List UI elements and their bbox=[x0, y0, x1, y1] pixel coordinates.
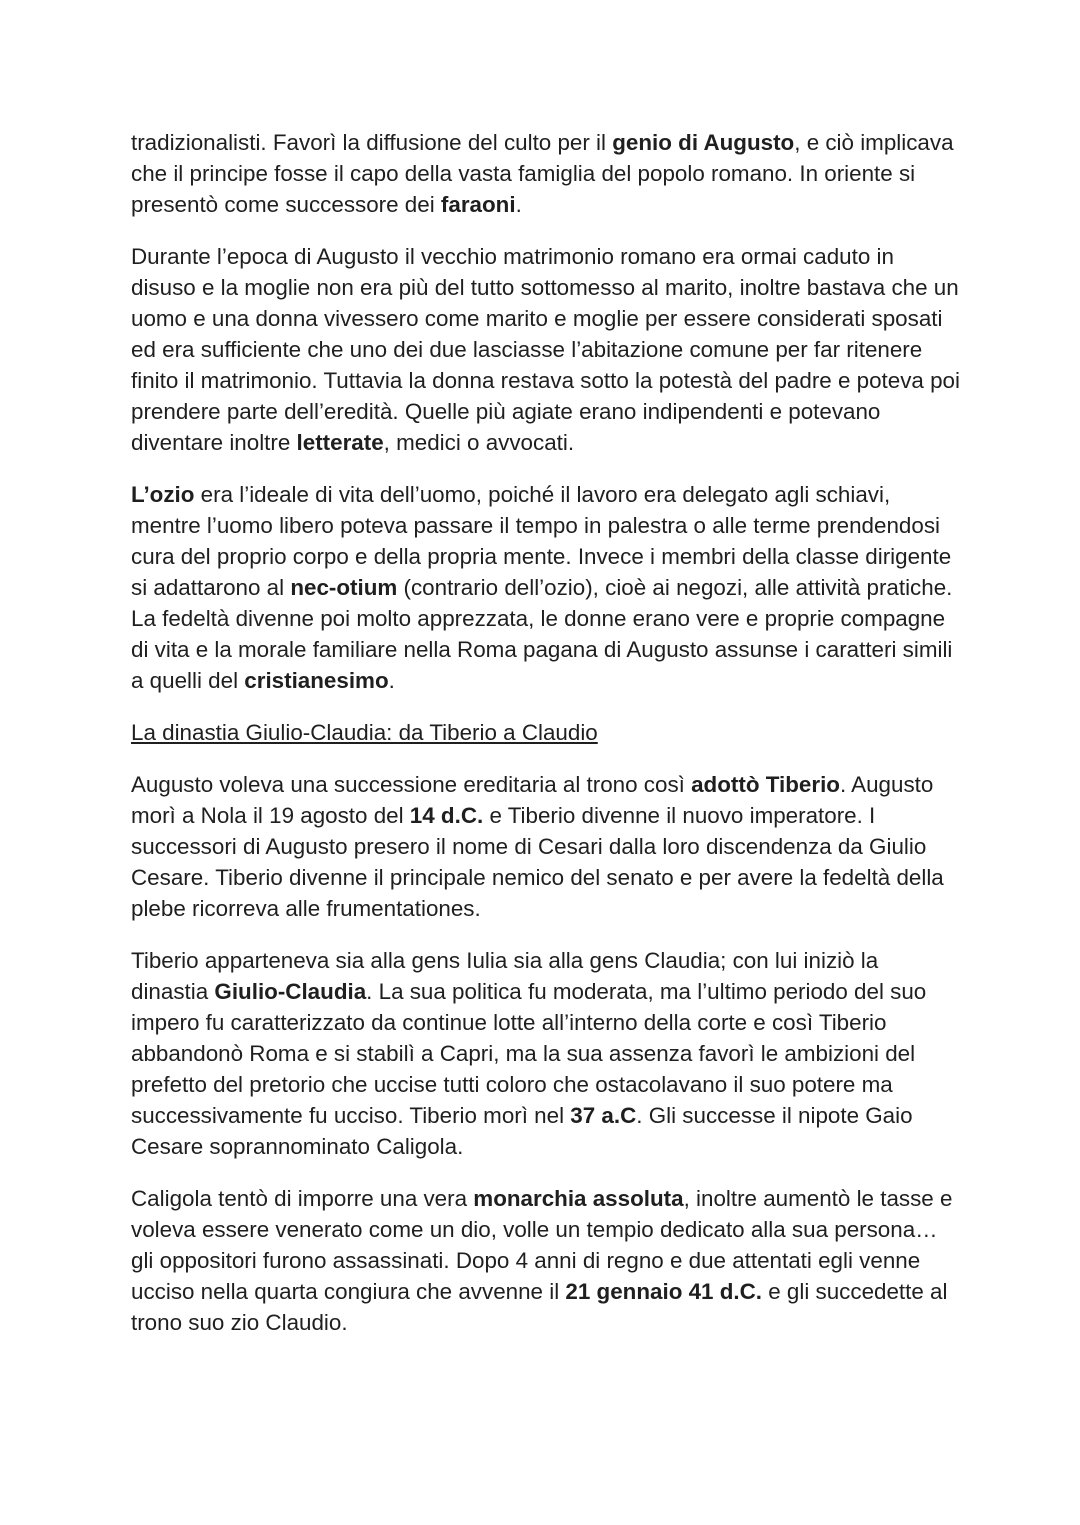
text-run: tradizionalisti. Favorì la diffusione del culto per il bbox=[131, 130, 613, 155]
bold-text: letterate bbox=[296, 430, 384, 455]
text-run: , e ciò implicava che il principe fosse il capo della vasta famiglia del popolo romano. In oriente si presentò come successore dei bbox=[131, 130, 954, 217]
text-run: . Gli successe il nipote Gaio Cesare soprannominato Caligola. bbox=[131, 1103, 913, 1159]
bold-text: L’ozio bbox=[131, 482, 195, 507]
paragraph-matrimonio bbox=[131, 241, 961, 458]
text-run: . bbox=[515, 192, 522, 217]
bold-text: faraoni bbox=[440, 192, 516, 217]
text-run: era l’ideale di vita dell’uomo, poiché il lavoro era delegato agli schiavi, mentre l’uomo libero poteva passare il tempo in palestra o alle terme prendendosi cura del proprio corpo e della propria mente. Invece i membri della classe dirigente si adattarono al bbox=[131, 482, 952, 600]
bold-text: monarchia assoluta bbox=[473, 1186, 684, 1211]
text-run: , inoltre aumentò le tasse e voleva essere venerato come un dio, volle un tempio dedicato alla sua persona… gli oppositori furono assassinati. Dopo 4 anni di regno e due attentati egli venne ucciso nella quarta congiura che avvenne il bbox=[131, 1186, 953, 1304]
text-run: . La sua politica fu moderata, ma l’ultimo periodo del suo impero fu caratterizzato da continue lotte all’interno della corte e così Tiberio abbandonò Roma e si stabilì a Capri, ma la sua assenza favorì le ambizioni del prefetto del pretorio che uccise tutti coloro che ostacolavano il suo potere ma successivamente fu ucciso. Tiberio morì nel bbox=[131, 979, 927, 1128]
bold-text: cristianesimo bbox=[244, 668, 389, 693]
text-run: La dinastia Giulio-Claudia: da Tiberio a Claudio bbox=[131, 720, 598, 745]
text-run: e gli succedette al trono suo zio Claudio. bbox=[131, 1279, 948, 1335]
bold-text: Giulio-Claudia bbox=[214, 979, 367, 1004]
paragraph-successione-tiberio bbox=[131, 769, 961, 924]
bold-text: adottò Tiberio bbox=[691, 772, 840, 797]
text-run: (contrario dell’ozio), cioè ai negozi, alle attività pratiche. La fedeltà divenne poi molto apprezzata, le donne erano vere e proprie compagne di vita e la morale familiare nella Roma pagana di Augusto assunse i caratteri simili a quelli del bbox=[131, 575, 953, 693]
text-run: Durante l’epoca di Augusto il vecchio matrimonio romano era ormai caduto in disuso e la moglie non era più del tutto sottomesso al marito, inoltre bastava che un uomo e una donna vivessero come marito e moglie per essere considerati sposati ed era sufficiente che uno dei due lasciasse l’abitazione comune per far ritenere finito il matrimonio. Tuttavia la donna restava sotto la potestà del padre e poteva poi prendere parte dell’eredità. Quelle più agiate erano indipendenti e potevano diventare inoltre bbox=[131, 244, 960, 455]
bold-text: 21 gennaio 41 d.C. bbox=[565, 1279, 763, 1304]
text-run: e Tiberio divenne il nuovo imperatore. I successori di Augusto presero il nome di Cesari dalla loro discendenza da Giulio Cesare. Tiberio divenne il principale nemico del senato e per avere la fedeltà della plebe ricorreva alle frumentationes. bbox=[131, 803, 944, 921]
text-run: , medici o avvocati. bbox=[383, 430, 575, 455]
bold-text: 37 a.C bbox=[570, 1103, 637, 1128]
bold-text: 14 d.C. bbox=[409, 803, 484, 828]
bold-text: nec-otium bbox=[290, 575, 398, 600]
text-run: Tiberio apparteneva sia alla gens Iulia sia alla gens Claudia; con lui iniziò la dinastia bbox=[131, 948, 879, 1004]
text-run: . Augusto morì a Nola il 19 agosto del bbox=[131, 772, 934, 828]
section-heading-dinastia bbox=[131, 717, 961, 748]
paragraph-culto-augusto bbox=[131, 127, 961, 220]
paragraph-caligola bbox=[131, 1183, 961, 1338]
text-run: Augusto voleva una successione ereditaria al trono così bbox=[131, 772, 692, 797]
document-body bbox=[131, 127, 961, 1359]
paragraph-tiberio-regno bbox=[131, 945, 961, 1162]
paragraph-ozio bbox=[131, 479, 961, 696]
bold-text: genio di Augusto bbox=[612, 130, 795, 155]
text-run: . bbox=[388, 668, 395, 693]
text-run: Caligola tentò di imporre una vera bbox=[131, 1186, 474, 1211]
